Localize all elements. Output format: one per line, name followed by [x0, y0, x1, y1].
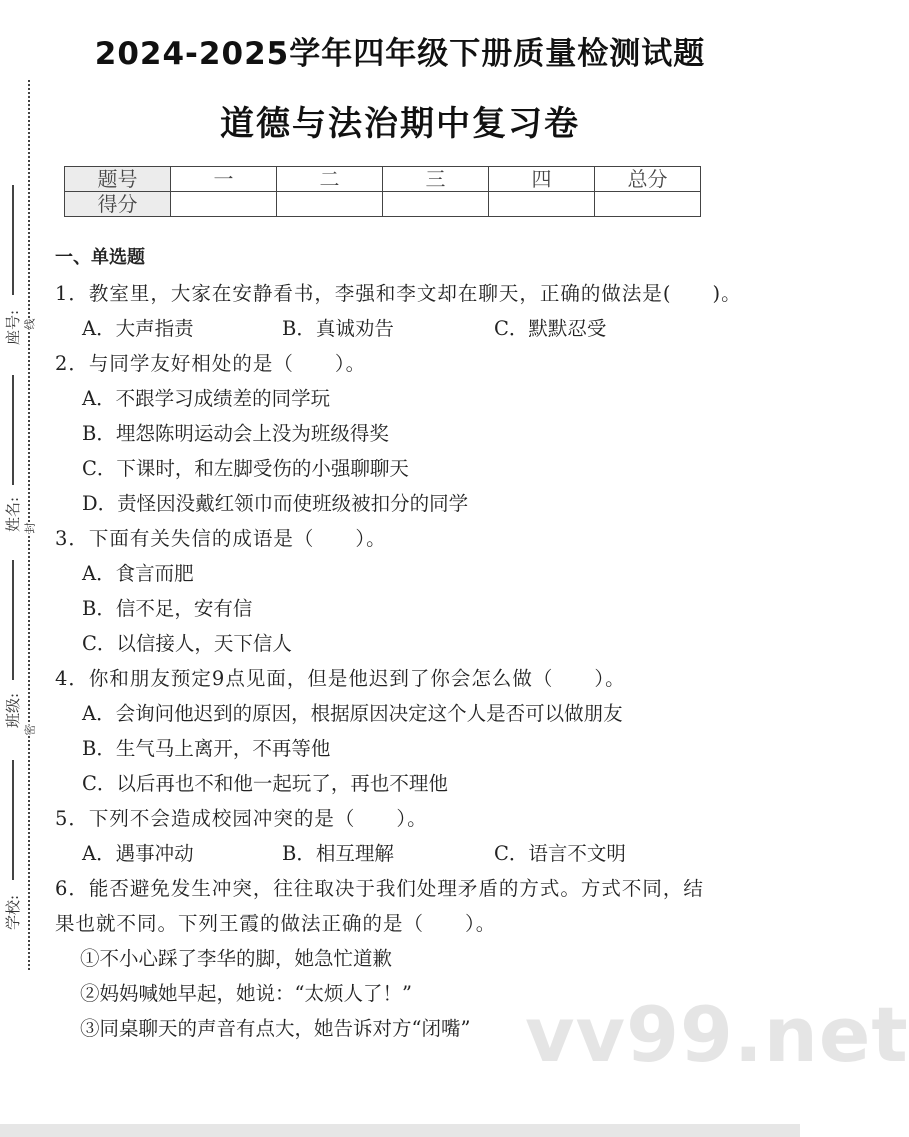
- table-cell: 二: [277, 167, 383, 192]
- question-4: 4．你和朋友预定9点见面，但是他迟到了你会怎么做（ ）。: [55, 667, 626, 690]
- question-5: 5．下列不会造成校园冲突的是（ ）。: [55, 807, 428, 830]
- seat-label: 座号:: [4, 309, 22, 345]
- table-cell: 一: [171, 167, 277, 192]
- statement: ②妈妈喊她早起，她说：“太烦人了！”: [80, 982, 412, 1005]
- score-cell[interactable]: [171, 192, 277, 217]
- question-6-continued: 果也就不同。下列王霞的做法正确的是（ ）。: [55, 912, 497, 935]
- name-underline: [12, 375, 14, 485]
- question-6: 6．能否避免发生冲突，往往取决于我们处理矛盾的方式。方式不同，结: [55, 877, 704, 900]
- name-label: 姓名:: [4, 496, 22, 532]
- table-cell: 总分: [595, 167, 701, 192]
- option: C．以信接人，天下信人: [82, 632, 292, 655]
- school-label: 学校:: [4, 894, 22, 930]
- option: B．埋怨陈明运动会上没为班级得奖: [82, 422, 389, 445]
- option: A．不跟学习成绩差的同学玩: [82, 387, 331, 410]
- statement: ③同桌聊天的声音有点大，她告诉对方“闭嘴”: [80, 1017, 471, 1040]
- option: A．食言而肥: [82, 562, 194, 585]
- option: B．信不足，安有信: [82, 597, 253, 620]
- question-2: 2．与同学友好相处的是（ ）。: [55, 352, 367, 375]
- seal-mark-xian: 线: [23, 318, 37, 330]
- score-cell[interactable]: [595, 192, 701, 217]
- option: A．大声指责: [82, 317, 194, 340]
- class-label: 班级:: [4, 692, 22, 728]
- watermark: vv99.net: [525, 990, 909, 1079]
- option: B．生气马上离开，不再等他: [82, 737, 331, 760]
- question-3: 3．下面有关失信的成语是（ ）。: [55, 527, 387, 550]
- school-underline: [12, 760, 14, 880]
- table-row: [65, 167, 701, 192]
- score-cell[interactable]: [489, 192, 595, 217]
- exam-subtitle: 道德与法治期中复习卷: [220, 104, 580, 144]
- score-table: [64, 166, 701, 217]
- option: A．会询问他迟到的原因，根据原因决定这个人是否可以做朋友: [82, 702, 623, 725]
- table-cell: 三: [383, 167, 489, 192]
- option: C．以后再也不和他一起玩了，再也不理他: [82, 772, 448, 795]
- table-cell: 四: [489, 167, 595, 192]
- option: C．下课时，和左脚受伤的小强聊聊天: [82, 457, 409, 480]
- exam-title: 2024-2025学年四年级下册质量检测试题: [94, 36, 706, 72]
- seal-mark-mi: 密: [23, 724, 37, 736]
- seal-mark-feng: 封: [23, 522, 37, 534]
- table-cell: 得分: [65, 192, 171, 217]
- option: C．语言不文明: [494, 842, 626, 865]
- section-heading: 一、单选题: [55, 247, 145, 268]
- page-bottom-edge: [0, 1124, 800, 1137]
- table-row: [65, 192, 701, 217]
- option: B．真诚劝告: [282, 317, 394, 340]
- table-cell: 题号: [65, 167, 171, 192]
- score-cell[interactable]: [383, 192, 489, 217]
- seat-underline: [12, 185, 14, 295]
- statement: ①不小心踩了李华的脚，她急忙道歉: [80, 947, 393, 970]
- class-underline: [12, 560, 14, 680]
- option: D．责怪因没戴红领巾而使班级被扣分的同学: [82, 492, 469, 515]
- option: A．遇事冲动: [82, 842, 194, 865]
- option: B．相互理解: [282, 842, 394, 865]
- score-cell[interactable]: [277, 192, 383, 217]
- question-1: 1．教室里，大家在安静看书，李强和李文却在聊天，正确的做法是( )。: [55, 282, 742, 305]
- option: C．默默忍受: [494, 317, 607, 340]
